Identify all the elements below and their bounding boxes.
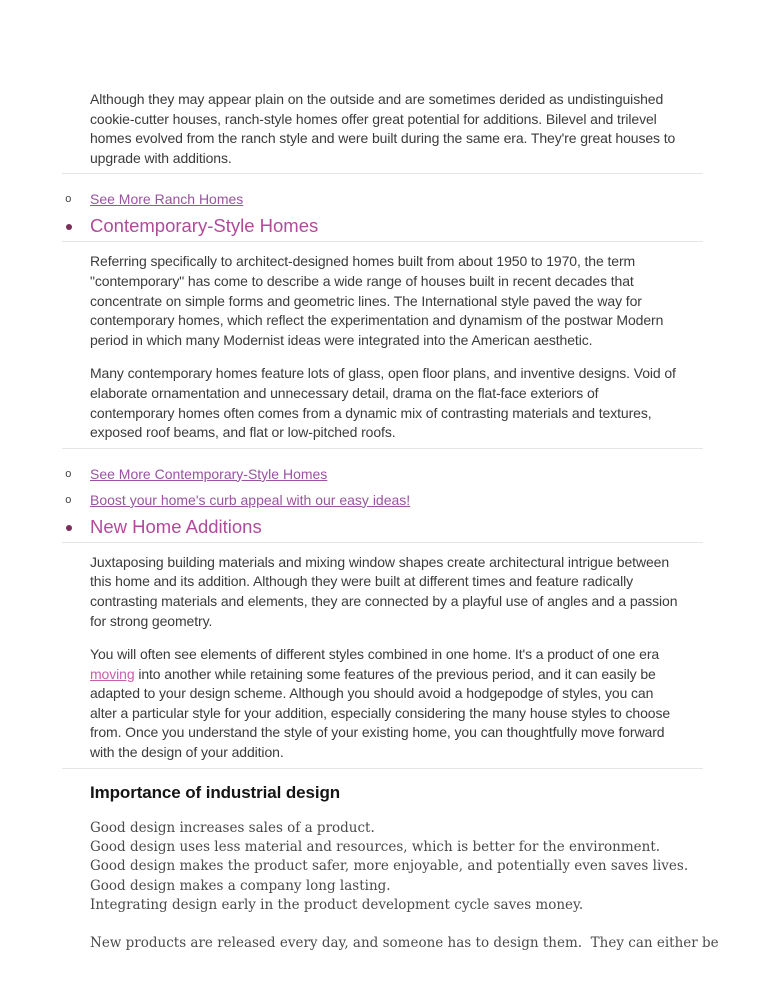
section-divider <box>62 768 703 769</box>
heading-new-home-additions <box>90 515 682 539</box>
section-divider <box>62 241 703 242</box>
list-item-curb-appeal-link <box>65 491 682 510</box>
paragraph-additions-1: Juxtaposing building materials and mixing window shapes create architectural intrigue between this home and its addition. Although they were built at different times and feature radically contrasting materials and elements, they are connected by a playful use of angles and a passion for strong geometry. <box>90 553 678 629</box>
section-divider <box>62 542 703 543</box>
see-more-contemporary-homes-link[interactable]: See More Contemporary-Style Homes <box>90 465 328 482</box>
paragraph-text: into another while retaining some features of the previous period, and it can easily be adapted to your design scheme. Although you should avoid a hodgepodge of styles, you can alter a particular style for your addition, especially considering the many house styles to choose from. Once you understand the style of your existing home, you can thoughtfully move forward with the design of your addition. <box>90 665 671 761</box>
bullet-icon <box>66 525 72 531</box>
list-item-ranch-link <box>65 190 682 209</box>
heading-contemporary-style-homes <box>90 214 682 238</box>
list-item-contemporary-link <box>65 465 682 484</box>
paragraph-additions-2 <box>90 645 682 763</box>
see-more-ranch-homes-link[interactable]: See More Ranch Homes <box>90 191 244 208</box>
design-principle-line: Integrating design early in the product development cycle saves money. <box>90 896 584 913</box>
design-principle-line: Good design uses less material and resources, which is better for the environment. <box>90 838 661 855</box>
moving-link[interactable]: moving <box>90 665 135 682</box>
design-principles-list <box>90 819 689 915</box>
section-divider <box>62 173 703 174</box>
design-principle-line: Good design makes a company long lasting. <box>90 877 391 894</box>
paragraph-new-products: New products are released every day, and someone has to design them. They can either be <box>90 935 719 952</box>
document-content <box>65 90 719 953</box>
circle-bullet-icon: o <box>65 194 72 207</box>
heading-label: New Home Additions <box>90 515 262 537</box>
bullet-icon <box>66 224 72 230</box>
paragraph-contemporary-1: Referring specifically to architect-designed homes built from about 1950 to 1970, the term "contemporary" has come to describe a wide range of houses built in recent decades that concentrate on simple forms and geometric lines. The International style paved the way for contemporary homes, which reflect the experimentation and dynamism of the postwar Modern period in which many Modernist ideas were integrated into the American aesthetic. <box>90 253 664 348</box>
section-divider <box>62 448 703 449</box>
design-principle-line: Good design increases sales of a product. <box>90 819 375 836</box>
paragraph-text: You will often see elements of different styles combined in one home. It's a product of one era <box>90 646 660 663</box>
design-principle-line: Good design makes the product safer, more enjoyable, and potentially even saves lives. <box>90 858 689 875</box>
circle-bullet-icon: o <box>65 468 72 481</box>
curb-appeal-link[interactable]: Boost your home's curb appeal with our easy ideas! <box>90 491 411 508</box>
heading-label: Contemporary-Style Homes <box>90 215 319 237</box>
paragraph-contemporary-2: Many contemporary homes feature lots of glass, open floor plans, and inventive designs. Void of elaborate ornamentation and unnecessary detail, drama on the flat-face exteriors of contemporary homes often comes from a dynamic mix of contrasting materials and textures, exposed roof beams, and flat or low-pitched roofs. <box>90 365 676 441</box>
heading-importance-industrial-design: Importance of industrial design <box>90 782 341 802</box>
paragraph-ranch: Although they may appear plain on the outside and are sometimes derided as undistinguished cookie-cutter houses, ranch-style homes offer great potential for additions. Bilevel and trilevel homes evolved from the ranch style and were built during the same era. They're great houses to upgrade with additions. <box>90 91 676 166</box>
circle-bullet-icon: o <box>65 494 72 507</box>
